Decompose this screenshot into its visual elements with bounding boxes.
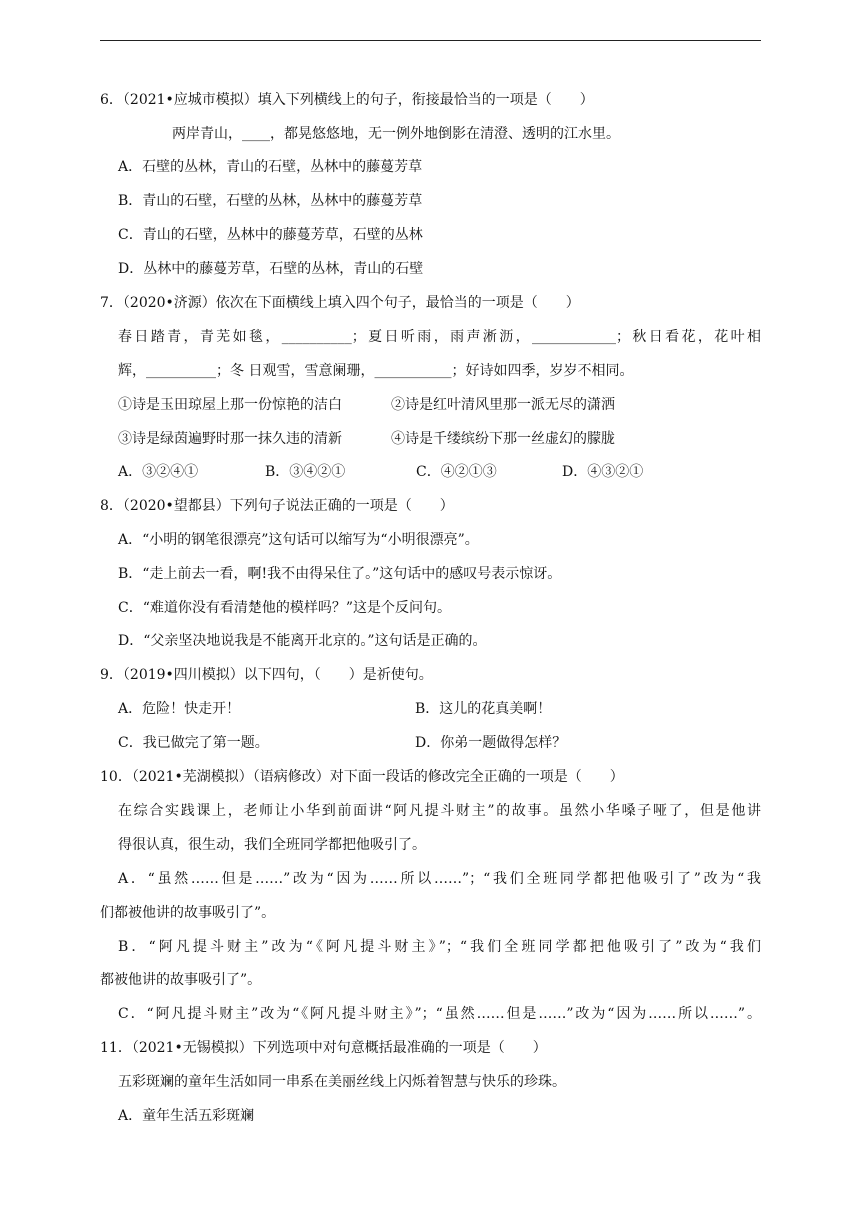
question-10-option-c: C．“阿凡提斗财主”改为“《阿凡提斗财主》”；“虽然……但是……”改为“因为……所以……”。 — [118, 1006, 761, 1022]
question-6-option-a: A．石壁的丛林，青山的石壁，丛林中的藤蔓芳草 — [118, 159, 423, 175]
question-10-option-b-line-1: B．“阿凡提斗财主”改为“《阿凡提斗财主》”；“我们全班同学都把他吸引了”改为“我们 — [118, 939, 761, 955]
question-10-stem-line-1: 在综合实践课上，老师让小华到前面讲“阿凡提斗财主”的故事。虽然小华嗓子哑了，但是他讲 — [118, 803, 761, 819]
question-8-option-d: D．“父亲坚决地说我是不能离开北京的。”这句话是正确的。 — [118, 633, 487, 649]
question-8-header: 8．（2020•望都县）下列句子说法正确的一项是（ ） — [100, 498, 454, 514]
question-8-option-c: C．“难道你没有看清楚他的模样吗？”这是个反问句。 — [118, 600, 452, 616]
question-6-option-d: D．丛林中的藤蔓芳草，石壁的丛林，青山的石壁 — [118, 261, 424, 277]
question-10-option-a-line-1: A．“虽然……但是……”改为“因为……所以……”；“我们全班同学都把他吸引了”改为“我 — [118, 871, 761, 887]
question-9-option-b: B．这儿的花真美啊！ — [415, 701, 552, 717]
question-10-header: 10．（2021•芜湖模拟）（语病修改）对下面一段话的修改完全正确的一项是（ ） — [100, 769, 624, 785]
question-7-sentence-3: ③诗是绿茵遍野时那一抹久违的清新 — [118, 431, 342, 447]
question-7-sentence-1: ①诗是玉田琼屋上那一份惊艳的洁白 — [118, 397, 342, 413]
question-7-stem-line-1: 春日踏青，青芜如毯，__________；夏日听雨，雨声淅沥，____________；秋日看花，花叶相 — [118, 329, 761, 345]
header-rule — [100, 40, 761, 41]
question-6-option-b: B．青山的石壁，石壁的丛林，丛林中的藤蔓芳草 — [118, 193, 423, 209]
question-7-sentence-4: ④诗是千缕缤纷下那一丝虚幻的朦胧 — [391, 431, 615, 447]
question-7-stem-line-2: 辉，__________；冬 日观雪，雪意阑珊，___________；好诗如四季，岁岁不相同。 — [118, 363, 634, 379]
question-6-stem: 两岸青山，____，都晃悠悠地，无一例外地倒影在清澄、透明的江水里。 — [172, 126, 620, 142]
question-9-option-d: D．你弟一题做得怎样？ — [415, 735, 567, 751]
question-7-option-b: B．③④②① — [265, 464, 346, 480]
question-11-stem: 五彩斑斓的童年生活如同一串系在美丽丝线上闪烁着智慧与快乐的珍珠。 — [118, 1074, 566, 1090]
question-10-option-b-line-2: 都被他讲的故事吸引了”。 — [100, 972, 262, 988]
question-7-sentence-2: ②诗是红叶清风里那一派无尽的潇洒 — [391, 397, 615, 413]
question-10-stem-line-2: 得很认真，很生动，我们全班同学都把他吸引了。 — [118, 837, 426, 853]
question-7-option-a: A．③②④① — [118, 464, 199, 480]
question-7-option-c: C．④②①③ — [416, 464, 497, 480]
question-7-header: 7．（2020•济源）依次在下面横线上填入四个句子，最恰当的一项是（ ） — [100, 295, 580, 311]
question-6-header: 6．（2021•应城市模拟）填入下列横线上的句子，衔接最恰当的一项是（ ） — [100, 92, 594, 108]
question-8-option-b: B．“走上前去一看，啊!我不由得呆住了。”这句话中的感叹号表示惊讶。 — [118, 566, 562, 582]
question-9-option-a: A．危险！快走开！ — [118, 701, 241, 717]
question-11-option-a: A．童年生活五彩斑斓 — [118, 1108, 255, 1124]
question-7-option-d: D．④③②① — [562, 464, 644, 480]
question-8-option-a: A．“小明的钢笔很漂亮”这句话可以缩写为“小明很漂亮”。 — [118, 532, 479, 548]
question-11-header: 11．（2021•无锡模拟）下列选项中对句意概括最准确的一项是（ ） — [100, 1040, 547, 1056]
question-10-option-a-line-2: 们都被他讲的故事吸引了”。 — [100, 905, 276, 921]
question-9-option-c: C．我已做完了第一题。 — [118, 735, 269, 751]
question-9-header: 9．（2019•四川模拟）以下四句，（ ）是祈使句。 — [100, 667, 433, 683]
question-6-option-c: C．青山的石壁，丛林中的藤蔓芳草，石壁的丛林 — [118, 227, 423, 243]
